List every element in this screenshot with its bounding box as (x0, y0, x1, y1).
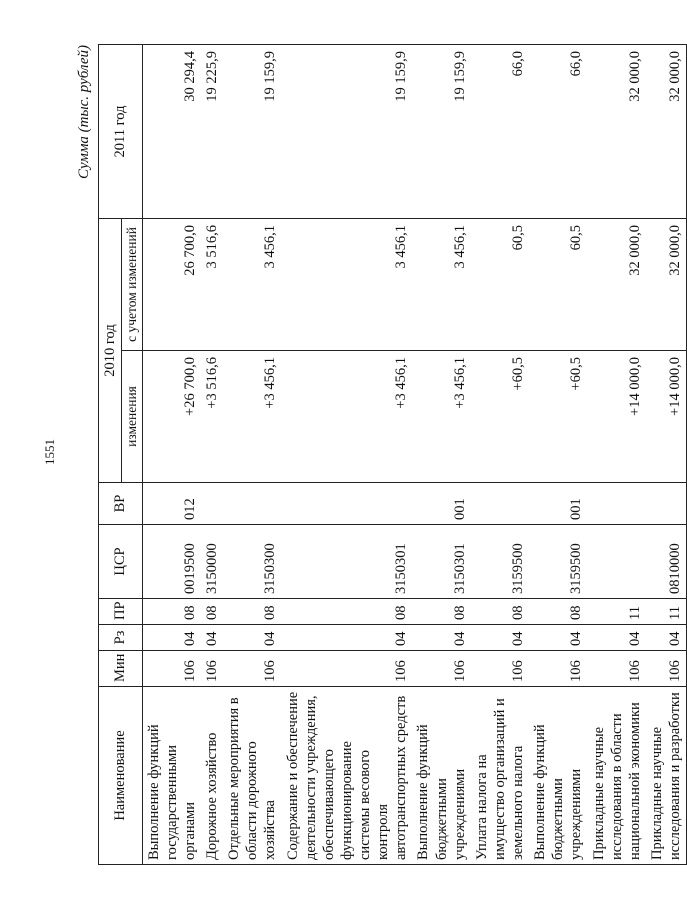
row-csr: 3159500 (529, 525, 587, 599)
row-with-changes: 60,5 (471, 218, 529, 350)
row-csr: 3159500 (471, 525, 529, 599)
row-min: 106 (529, 651, 587, 687)
row-rz: 04 (471, 625, 529, 651)
header-vr: ВР (99, 483, 143, 525)
budget-table (98, 44, 687, 865)
table-body (142, 44, 687, 864)
header-name: Наименование (99, 687, 143, 865)
row-name: Прикладные научные исследования в области национальной экономики (588, 687, 646, 865)
row-min: 106 (412, 651, 470, 687)
row-rz: 04 (282, 625, 413, 651)
row-2011: 19 159,9 (223, 44, 281, 218)
row-name: Отдельные мероприятия в области дорожного хозяйства (223, 687, 281, 865)
row-name: Содержание и обеспечение деятельности учреждения, обеспечивающего функционирование системы весового контроля автотранспортных средств (282, 687, 413, 865)
row-rz: 04 (588, 625, 646, 651)
row-rz: 04 (646, 625, 687, 651)
row-csr: 3150301 (412, 525, 470, 599)
row-changes: +14 000,0 (588, 351, 646, 483)
row-csr: 3150301 (282, 525, 413, 599)
row-vr (471, 483, 529, 525)
rotated-page (42, 45, 684, 865)
table-row (282, 44, 413, 864)
header-year-2010: 2010 год (99, 218, 122, 482)
row-vr (201, 483, 223, 525)
row-2011: 30 294,4 (142, 44, 201, 218)
table-row (223, 44, 281, 864)
row-min: 106 (588, 651, 646, 687)
row-csr (588, 525, 646, 599)
row-name: Уплата налога на имущество организаций и земельного налога (471, 687, 529, 865)
row-2011: 32 000,0 (588, 44, 646, 218)
row-changes: +3 456,1 (223, 351, 281, 483)
row-min: 106 (201, 651, 223, 687)
row-pr: 11 (588, 599, 646, 625)
row-vr (223, 483, 281, 525)
header-rz: Рз (99, 625, 143, 651)
row-changes: +3 516,6 (201, 351, 223, 483)
row-name: Прикладные научные исследования и разработки (646, 687, 687, 865)
row-2011: 66,0 (529, 44, 587, 218)
row-changes: +26 700,0 (142, 351, 201, 483)
row-rz: 04 (142, 625, 201, 651)
row-vr (588, 483, 646, 525)
row-min: 106 (282, 651, 413, 687)
row-vr: 001 (529, 483, 587, 525)
header-min: Мин (99, 651, 143, 687)
table-row (412, 44, 470, 864)
row-min: 106 (142, 651, 201, 687)
row-name: Дорожное хозяйство (201, 687, 223, 865)
row-pr: 08 (529, 599, 587, 625)
table-row (471, 44, 529, 864)
row-min: 106 (223, 651, 281, 687)
row-vr (646, 483, 687, 525)
row-vr (282, 483, 413, 525)
row-csr: 0810000 (646, 525, 687, 599)
row-changes: +3 456,1 (412, 351, 470, 483)
row-min: 106 (646, 651, 687, 687)
row-csr: 3150300 (223, 525, 281, 599)
row-changes: +60,5 (529, 351, 587, 483)
row-with-changes: 3 516,6 (201, 218, 223, 350)
row-csr: 0019500 (142, 525, 201, 599)
row-with-changes: 60,5 (529, 218, 587, 350)
row-name: Выполнение функций государственными органами (142, 687, 201, 865)
table-row (529, 44, 587, 864)
row-2011: 32 000,0 (646, 44, 687, 218)
table-row (588, 44, 646, 864)
header-csr: ЦСР (99, 525, 143, 599)
row-2011: 19 159,9 (282, 44, 413, 218)
row-pr: 08 (471, 599, 529, 625)
header-changes: изменения (122, 351, 143, 483)
row-2011: 66,0 (471, 44, 529, 218)
page-number: 1551 (42, 439, 57, 465)
header-pr: ПР (99, 599, 143, 625)
row-rz: 04 (201, 625, 223, 651)
row-pr: 11 (646, 599, 687, 625)
row-with-changes: 3 456,1 (223, 218, 281, 350)
row-2011: 19 225,9 (201, 44, 223, 218)
row-with-changes: 32 000,0 (646, 218, 687, 350)
row-pr: 08 (223, 599, 281, 625)
row-pr: 08 (282, 599, 413, 625)
row-changes: +14 000,0 (646, 351, 687, 483)
row-changes: +3 456,1 (282, 351, 413, 483)
row-rz: 04 (223, 625, 281, 651)
row-with-changes: 3 456,1 (282, 218, 413, 350)
unit-label: Сумма (тыс. рублей) (76, 45, 92, 180)
row-csr: 3150000 (201, 525, 223, 599)
row-name: Выполнение функций бюджетными учреждениями (412, 687, 470, 865)
row-pr: 08 (412, 599, 470, 625)
row-vr: 001 (412, 483, 470, 525)
row-pr: 08 (201, 599, 223, 625)
header-with-changes: с учетом изменений (122, 218, 143, 350)
row-2011: 19 159,9 (412, 44, 470, 218)
table-row (646, 44, 687, 864)
row-name: Выполнение функций бюджетными учреждениями (529, 687, 587, 865)
row-vr: 012 (142, 483, 201, 525)
header-year-2011: 2011 год (99, 44, 143, 218)
row-changes: +60,5 (471, 351, 529, 483)
row-pr: 08 (142, 599, 201, 625)
row-rz: 04 (529, 625, 587, 651)
row-rz: 04 (412, 625, 470, 651)
table-row (142, 44, 201, 864)
row-min: 106 (471, 651, 529, 687)
row-with-changes: 26 700,0 (142, 218, 201, 350)
row-with-changes: 32 000,0 (588, 218, 646, 350)
table-row (201, 44, 223, 864)
row-with-changes: 3 456,1 (412, 218, 470, 350)
